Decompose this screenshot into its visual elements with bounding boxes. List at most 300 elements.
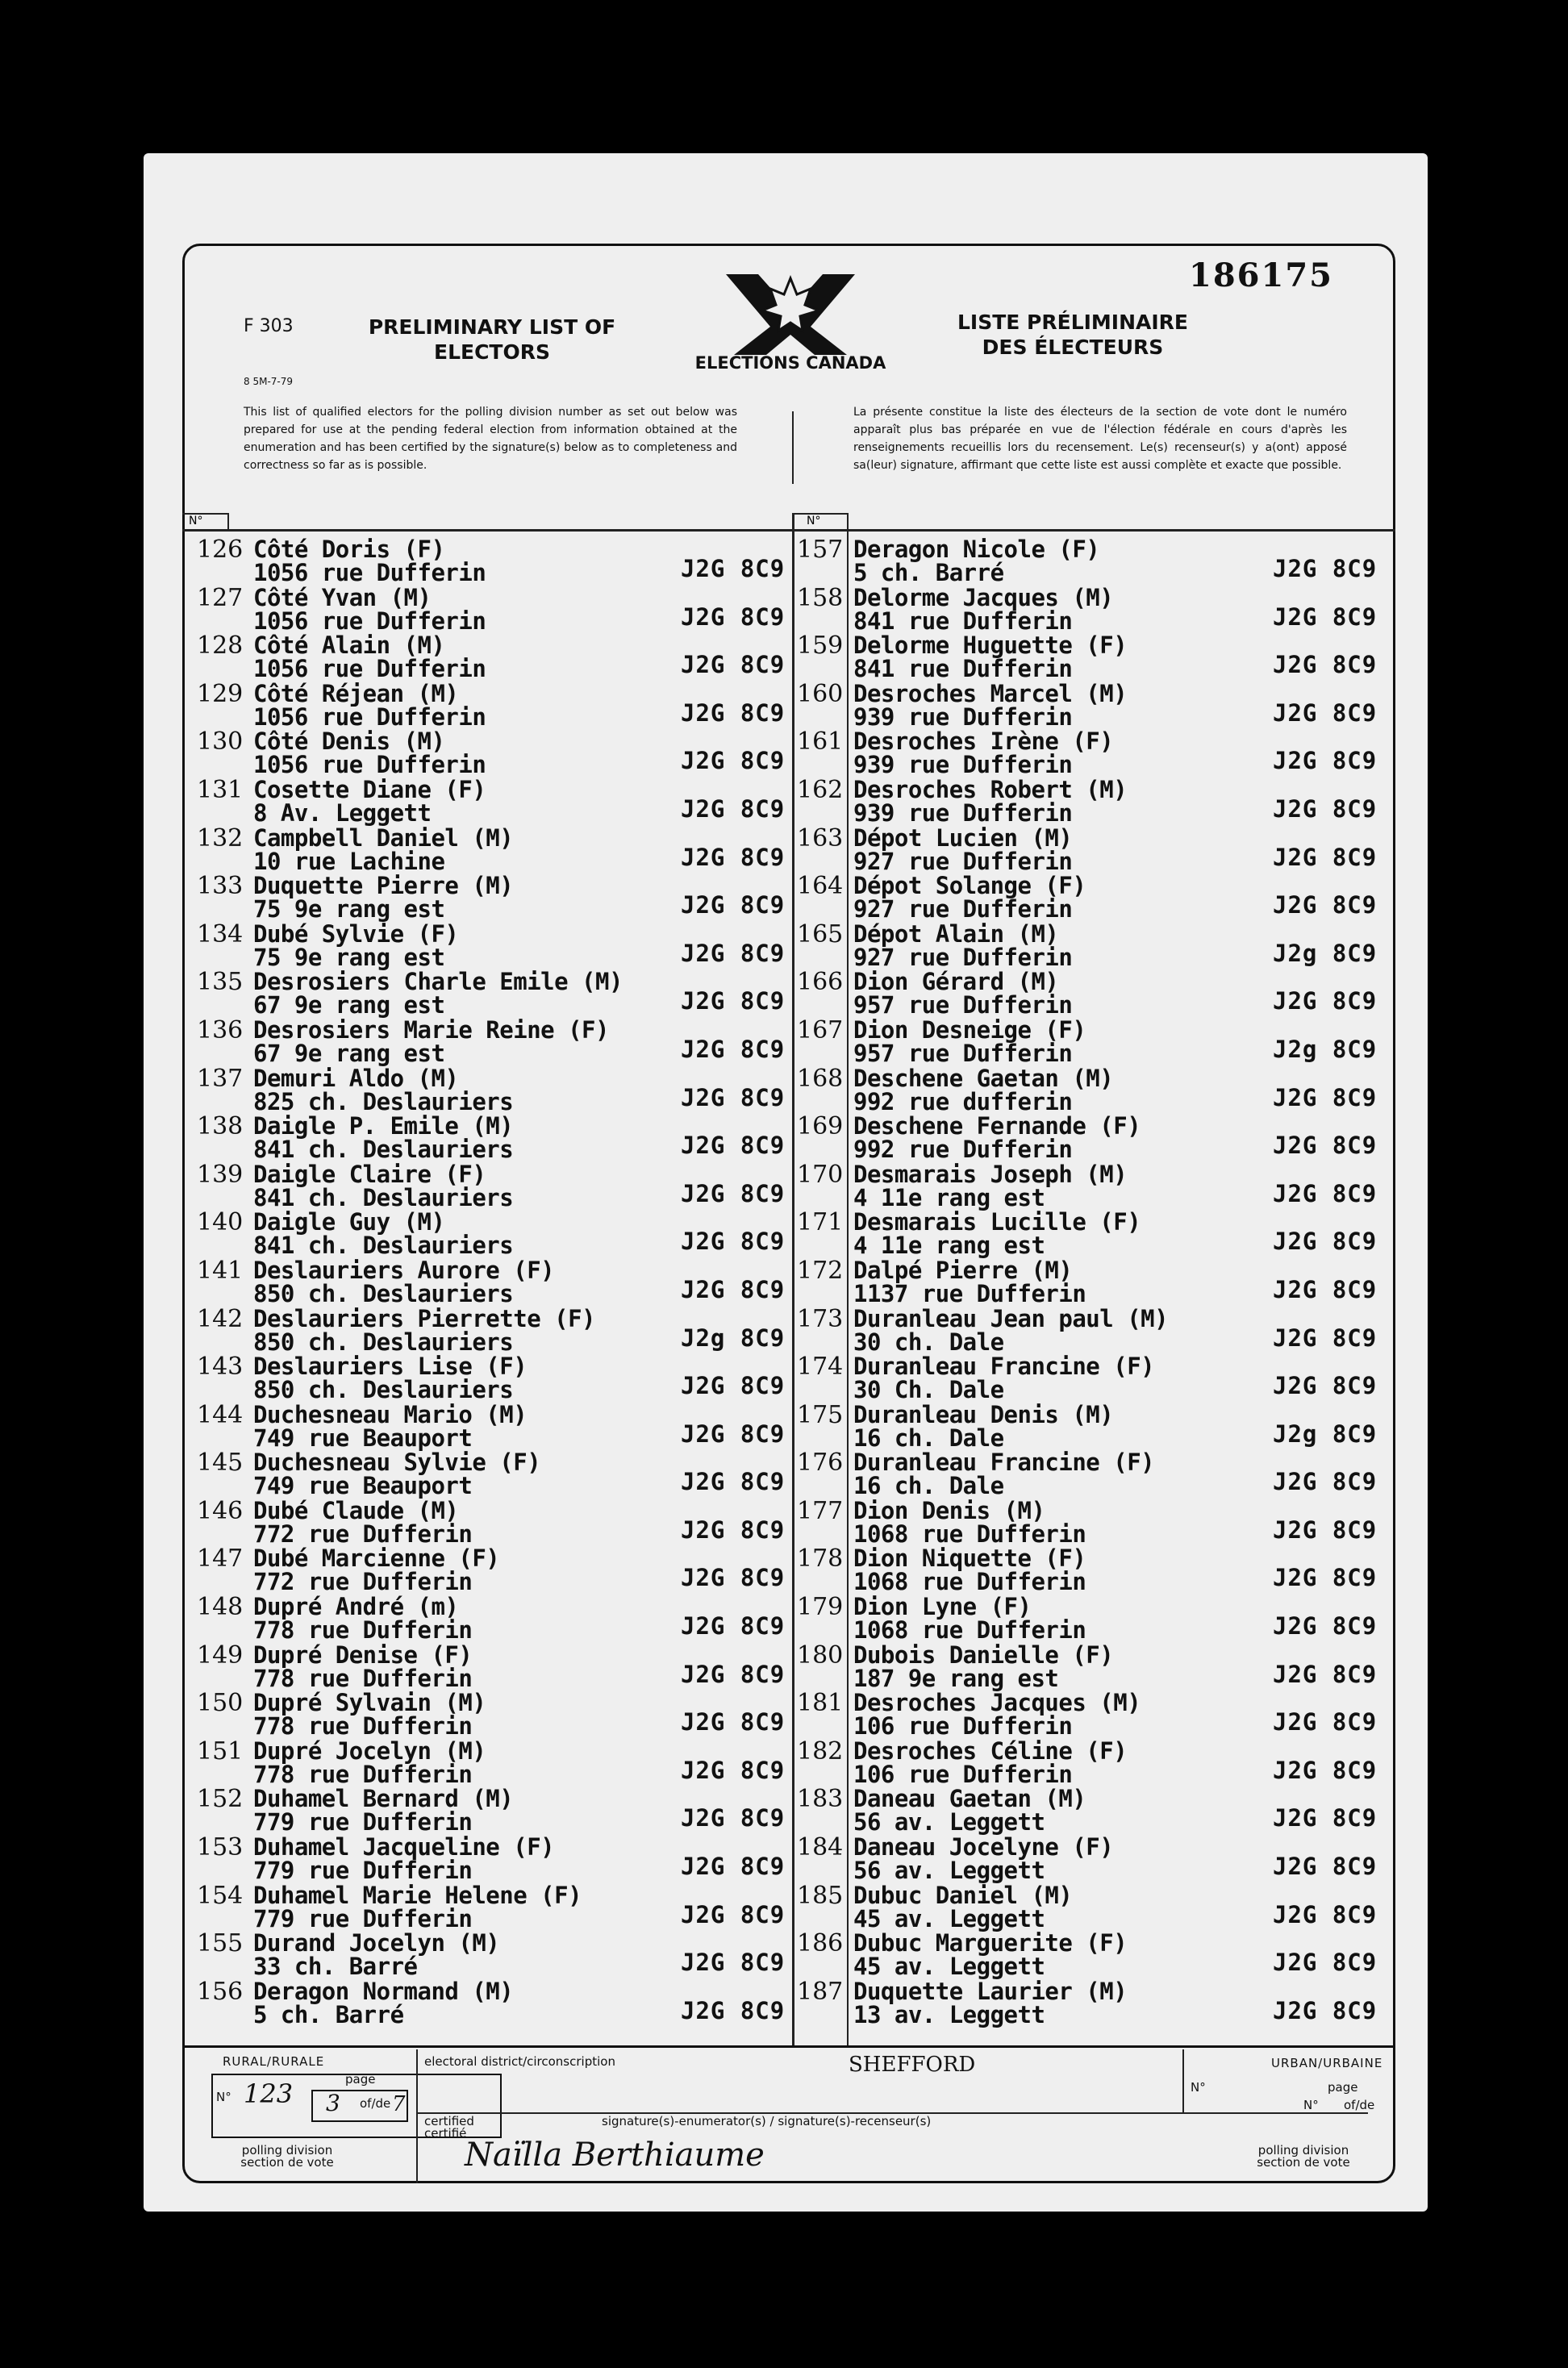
elector-address: 1068 rue Dufferin [853, 1520, 1086, 1548]
elector-entry [197, 1449, 810, 1500]
elector-entry [197, 1978, 810, 2026]
elector-postal-code: J2G 8C9 [681, 1660, 786, 1688]
elector-number: 153 [197, 1833, 244, 1862]
elector-entry [797, 1929, 1410, 1981]
elector-number: 134 [197, 919, 244, 948]
elector-address: 4 11e rang est [853, 1183, 1045, 1211]
elector-number: 130 [197, 727, 244, 757]
rural-no-label: N° [216, 2090, 231, 2104]
urban-label: URBAN/URBAINE [1271, 2056, 1383, 2070]
elector-entry [197, 1641, 810, 1690]
elector-number: 160 [797, 679, 844, 708]
elector-address: 957 rue Dufferin [853, 1039, 1073, 1067]
elector-postal-code: J2G 8C9 [681, 939, 786, 967]
urban-of-label: of/de [1344, 2098, 1375, 2112]
elector-entry [797, 775, 1410, 827]
elector-entry [797, 727, 1410, 779]
elector-address: 8 Av. Leggett [253, 798, 432, 827]
elector-number: 159 [797, 632, 844, 661]
elector-postal-code: J2G 8C9 [1273, 698, 1378, 727]
elector-postal-code: J2G 8C9 [681, 1900, 786, 1928]
elector-address: 1056 rue Dufferin [253, 607, 486, 635]
elector-postal-code: J2G 8C9 [1273, 1132, 1378, 1160]
elector-number: 148 [197, 1593, 244, 1622]
elector-number: 155 [197, 1929, 244, 1958]
footer-divider-right [1182, 2049, 1184, 2114]
elector-postal-code: J2G 8C9 [1273, 651, 1378, 679]
elector-name: Duhamel Bernard (M) [253, 1785, 514, 1813]
elector-postal-code: J2G 8C9 [1273, 1996, 1378, 2024]
elector-number: 165 [797, 919, 844, 948]
elector-address: 33 ch. Barré [253, 1953, 418, 1981]
elector-name: Desmarais Lucille (F) [853, 1208, 1141, 1236]
elector-address: 772 rue Dufferin [253, 1520, 473, 1548]
elector-postal-code: J2G 8C9 [681, 1275, 786, 1303]
elector-name: Deragon Normand (M) [253, 1977, 514, 2005]
elector-postal-code: J2G 8C9 [1273, 1708, 1378, 1736]
elector-address: 749 rue Beauport [253, 1472, 473, 1500]
elector-name: Dion Niquette (F) [853, 1545, 1086, 1573]
elector-name: Duquette Pierre (M) [253, 872, 514, 900]
elector-name: Duranleau Denis (M) [853, 1400, 1114, 1428]
elector-name: Deslauriers Lise (F) [253, 1353, 528, 1381]
elector-postal-code: J2G 8C9 [1273, 1083, 1378, 1111]
elector-address: 779 rue Dufferin [253, 1857, 473, 1885]
elector-number: 140 [197, 1208, 244, 1237]
elector-address: 1137 rue Dufferin [853, 1279, 1086, 1307]
elector-postal-code: J2G 8C9 [681, 1515, 786, 1544]
elector-name: Daigle P. Emile (M) [253, 1112, 514, 1140]
elector-postal-code: J2g 8C9 [681, 1324, 786, 1352]
elector-entry [197, 920, 810, 969]
elector-postal-code: J2G 8C9 [681, 1179, 786, 1207]
elector-address: 106 rue Dufferin [853, 1760, 1073, 1788]
elector-entry [797, 1161, 1410, 1209]
enumerator-signature: Naïlla Berthiaume [465, 2137, 765, 2174]
elector-number: 142 [197, 1304, 244, 1333]
elector-name: Cosette Diane (F) [253, 775, 486, 803]
elector-postal-code: J2G 8C9 [1273, 1275, 1378, 1303]
intro-divider [792, 411, 794, 484]
elector-postal-code: J2g 8C9 [1273, 1035, 1378, 1063]
elector-address: 1056 rue Dufferin [253, 559, 486, 586]
elector-address: 10 rue Lachine [253, 847, 445, 875]
elector-postal-code: J2G 8C9 [681, 1372, 786, 1400]
elector-name: Dupré André (m) [253, 1593, 459, 1621]
elector-entry [197, 1161, 810, 1209]
elector-entry [197, 1065, 810, 1113]
elector-postal-code: J2G 8C9 [1273, 1324, 1378, 1352]
elector-address: 841 ch. Deslauriers [253, 1183, 514, 1211]
elector-address: 30 Ch. Dale [853, 1376, 1004, 1404]
elector-address: 927 rue Dufferin [853, 847, 1073, 875]
elector-address: 992 rue Dufferin [853, 1136, 1073, 1164]
elector-name: Duranleau Francine (F) [853, 1353, 1155, 1381]
urban-no2-label: N° [1303, 2098, 1319, 2112]
elector-postal-code: J2G 8C9 [681, 1996, 786, 2024]
elector-entry [197, 824, 810, 873]
elector-number: 172 [797, 1256, 844, 1285]
elector-name: Duquette Laurier (M) [853, 1977, 1128, 2005]
elector-address: 939 rue Dufferin [853, 798, 1073, 827]
form-code: F 303 [244, 316, 294, 336]
elector-postal-code: J2G 8C9 [1273, 1660, 1378, 1688]
elector-number: 143 [197, 1353, 244, 1382]
polling-division-label: polling division section de vote [240, 2143, 334, 2170]
elector-postal-code: J2G 8C9 [1273, 1564, 1378, 1592]
elector-address: 56 av. Leggett [853, 1857, 1045, 1885]
elector-entry [797, 824, 1410, 873]
elector-postal-code: J2g 8C9 [1273, 1420, 1378, 1448]
elector-address: 1056 rue Dufferin [253, 751, 486, 779]
elector-name: Duhamel Marie Helene (F) [253, 1881, 582, 1909]
elector-postal-code: J2G 8C9 [1273, 1756, 1378, 1784]
elector-address: 778 rue Dufferin [253, 1760, 473, 1788]
elector-number: 174 [797, 1353, 844, 1382]
elector-address: 5 ch. Barré [253, 2000, 404, 2028]
elector-number: 177 [797, 1496, 844, 1525]
elector-address: 841 rue Dufferin [853, 607, 1073, 635]
elector-entry [797, 1641, 1410, 1690]
elector-number: 175 [797, 1400, 844, 1429]
elector-entry [797, 1496, 1410, 1548]
elector-entry [197, 1112, 810, 1164]
elector-name: Durand Jocelyn (M) [253, 1929, 500, 1957]
elector-entry [797, 1593, 1410, 1645]
elector-postal-code: J2g 8C9 [1273, 939, 1378, 967]
elector-address: 825 ch. Deslauriers [253, 1087, 514, 1115]
of-label: of/de [360, 2096, 391, 2111]
title-french: LISTE PRÉLIMINAIRE DES ÉLECTEURS [957, 311, 1189, 359]
elector-postal-code: J2G 8C9 [1273, 794, 1378, 823]
elections-canada-logo-icon [694, 266, 886, 379]
elector-address: 957 rue Dufferin [853, 991, 1073, 1019]
elector-postal-code: J2G 8C9 [1273, 1900, 1378, 1928]
elector-postal-code: J2G 8C9 [1273, 1612, 1378, 1641]
elector-entry [197, 1353, 810, 1404]
elector-name: Desrosiers Charle Emile (M) [253, 968, 623, 996]
elector-postal-code: J2G 8C9 [681, 794, 786, 823]
elector-entry [197, 1785, 810, 1836]
elector-entry [797, 1304, 1410, 1356]
elector-name: Desrosiers Marie Reine (F) [253, 1015, 609, 1044]
elector-name: Dubé Claude (M) [253, 1496, 459, 1524]
elector-entry [197, 1208, 810, 1260]
elector-name: Dépot Alain (M) [853, 919, 1059, 948]
elector-entry [797, 1400, 1410, 1452]
elector-name: Daneau Jocelyne (F) [853, 1833, 1114, 1861]
elector-number: 149 [197, 1641, 244, 1670]
elector-postal-code: J2G 8C9 [681, 1612, 786, 1641]
elector-entry [197, 1593, 810, 1645]
elector-name: Duranleau Francine (F) [853, 1449, 1155, 1477]
page-of-number: 7 [392, 2092, 406, 2116]
elector-number: 154 [197, 1881, 244, 1910]
elector-entry [197, 632, 810, 683]
elector-name: Dépot Solange (F) [853, 872, 1086, 900]
elector-number: 158 [797, 583, 844, 612]
elector-address: 45 av. Leggett [853, 1904, 1045, 1932]
elector-name: Duranleau Jean paul (M) [853, 1304, 1169, 1332]
elector-entry [797, 1737, 1410, 1786]
elector-number: 137 [197, 1064, 244, 1093]
right-no-header: N° [807, 515, 821, 527]
elector-address: 778 rue Dufferin [253, 1712, 473, 1741]
elector-number: 166 [797, 968, 844, 997]
elector-name: Duchesneau Sylvie (F) [253, 1449, 541, 1477]
elector-entry [797, 1257, 1410, 1305]
elector-address: 841 ch. Deslauriers [253, 1232, 514, 1260]
elector-address: 939 rue Dufferin [853, 751, 1073, 779]
left-no-box-side [227, 513, 229, 531]
elector-address: 67 9e rang est [253, 991, 445, 1019]
elector-number: 147 [197, 1545, 244, 1574]
elector-name: Desroches Jacques (M) [853, 1689, 1141, 1717]
elector-address: 75 9e rang est [253, 895, 445, 923]
elector-address: 779 rue Dufferin [253, 1904, 473, 1932]
elector-number: 183 [797, 1785, 844, 1814]
title-english: PRELIMINARY LIST OF ELECTORS [368, 315, 616, 364]
rural-label: RURAL/RURALE [223, 2054, 325, 2069]
elector-address: 1068 rue Dufferin [853, 1568, 1086, 1596]
elector-address: 841 ch. Deslauriers [253, 1136, 514, 1164]
elector-name: Dupré Denise (F) [253, 1641, 473, 1669]
elector-name: Dion Desneige (F) [853, 1015, 1086, 1044]
district-name: SHEFFORD [849, 2053, 976, 2077]
elector-entry [797, 920, 1410, 969]
elector-number: 182 [797, 1736, 844, 1766]
elector-address: 1068 rue Dufferin [853, 1616, 1086, 1645]
elector-list-right [797, 536, 1410, 2028]
elector-postal-code: J2G 8C9 [1273, 891, 1378, 919]
elector-name: Côté Denis (M) [253, 727, 445, 756]
elector-number: 176 [797, 1449, 844, 1478]
elector-entry [797, 1353, 1410, 1404]
elector-number: 135 [197, 968, 244, 997]
elector-address: 16 ch. Dale [853, 1472, 1004, 1500]
elector-address: 779 rue Dufferin [253, 1808, 473, 1836]
elector-name: Desroches Robert (M) [853, 775, 1128, 803]
form-date: 8 5M-7-79 [244, 376, 294, 387]
urban-page-label: page [1328, 2080, 1358, 2095]
elector-postal-code: J2G 8C9 [681, 1853, 786, 1881]
elector-entry [197, 1545, 810, 1596]
elector-postal-code: J2G 8C9 [681, 1132, 786, 1160]
elector-name: Demuri Aldo (M) [253, 1064, 459, 1092]
elector-name: Dubuc Daniel (M) [853, 1881, 1073, 1909]
urban-polling-label: polling division section de vote [1257, 2143, 1350, 2170]
elector-entry [797, 1545, 1410, 1596]
elector-entry [197, 583, 810, 635]
elector-postal-code: J2G 8C9 [681, 602, 786, 631]
elector-postal-code: J2G 8C9 [1273, 1949, 1378, 1977]
elector-entry [797, 632, 1410, 683]
elector-number: 184 [797, 1833, 844, 1862]
elector-address: 939 rue Dufferin [853, 702, 1073, 731]
elector-postal-code: J2G 8C9 [1273, 1228, 1378, 1256]
elector-address: 850 ch. Deslauriers [253, 1279, 514, 1307]
elector-address: 749 rue Beauport [253, 1424, 473, 1452]
elector-postal-code: J2G 8C9 [681, 747, 786, 775]
elector-postal-code: J2G 8C9 [681, 651, 786, 679]
elector-name: Duchesneau Mario (M) [253, 1400, 528, 1428]
elector-address: 1056 rue Dufferin [253, 655, 486, 683]
rural-number: 123 [244, 2078, 294, 2109]
elector-name: Côté Yvan (M) [253, 583, 432, 611]
elector-entry [797, 1065, 1410, 1113]
elector-name: Côté Alain (M) [253, 632, 445, 660]
elector-postal-code: J2G 8C9 [1273, 747, 1378, 775]
elector-postal-code: J2G 8C9 [1273, 1179, 1378, 1207]
elector-entry [197, 727, 810, 779]
elector-postal-code: J2G 8C9 [681, 843, 786, 871]
elector-postal-code: J2G 8C9 [681, 1035, 786, 1063]
elector-entry [197, 1929, 810, 1981]
elector-number: 128 [197, 632, 244, 661]
elector-postal-code: J2G 8C9 [681, 987, 786, 1015]
elector-postal-code: J2G 8C9 [681, 1564, 786, 1592]
elector-postal-code: J2G 8C9 [1273, 843, 1378, 871]
elector-name: Dubois Danielle (F) [853, 1641, 1114, 1669]
elector-address: 927 rue Dufferin [853, 895, 1073, 923]
elector-number: 180 [797, 1641, 844, 1670]
elector-number: 132 [197, 823, 244, 853]
elector-name: Delorme Huguette (F) [853, 632, 1128, 660]
elector-address: 45 av. Leggett [853, 1953, 1045, 1981]
signature-label: signature(s)-enumerator(s) / signature(s)-recenseur(s) [602, 2114, 932, 2128]
elector-postal-code: J2G 8C9 [681, 1804, 786, 1832]
elector-entry [797, 968, 1410, 1019]
elector-number: 164 [797, 872, 844, 901]
elector-number: 144 [197, 1400, 244, 1429]
elector-postal-code: J2G 8C9 [1273, 555, 1378, 582]
elector-number: 139 [197, 1160, 244, 1189]
elector-address: 778 rue Dufferin [253, 1664, 473, 1692]
elector-number: 150 [197, 1689, 244, 1718]
serial-number: 186175 [1189, 256, 1333, 294]
elector-name: Desroches Irène (F) [853, 727, 1114, 756]
elector-entry [797, 536, 1410, 584]
elector-number: 138 [197, 1112, 244, 1141]
elector-number: 133 [197, 872, 244, 901]
elector-number: 179 [797, 1593, 844, 1622]
elector-address: 850 ch. Deslauriers [253, 1376, 514, 1404]
elector-name: Deragon Nicole (F) [853, 536, 1100, 563]
elector-address: 841 rue Dufferin [853, 655, 1073, 683]
elector-name: Dupré Jocelyn (M) [253, 1736, 486, 1765]
district-label: electoral district/circonscription [424, 2054, 615, 2069]
elector-entry [797, 679, 1410, 731]
elector-name: Daigle Claire (F) [253, 1160, 486, 1188]
elector-list-left [197, 536, 810, 2028]
elector-entry [197, 1496, 810, 1548]
elector-address: 187 9e rang est [853, 1664, 1059, 1692]
elector-entry [197, 968, 810, 1019]
elector-postal-code: J2G 8C9 [681, 891, 786, 919]
elector-address: 106 rue Dufferin [853, 1712, 1073, 1741]
elector-entry [197, 1833, 810, 1885]
elector-name: Dubé Sylvie (F) [253, 919, 459, 948]
elector-number: 145 [197, 1449, 244, 1478]
elector-entry [197, 1882, 810, 1930]
urban-no-label: N° [1191, 2080, 1206, 2095]
right-no-box [794, 513, 847, 515]
elector-entry [197, 872, 810, 923]
elector-address: 1056 rue Dufferin [253, 702, 486, 731]
elector-postal-code: J2G 8C9 [681, 1756, 786, 1784]
elector-postal-code: J2G 8C9 [1273, 1515, 1378, 1544]
elector-postal-code: J2G 8C9 [681, 1949, 786, 1977]
elector-name: Dion Denis (M) [853, 1496, 1045, 1524]
elector-number: 136 [197, 1015, 244, 1044]
elector-number: 131 [197, 775, 244, 804]
elector-postal-code: J2G 8C9 [1273, 1372, 1378, 1400]
elector-number: 146 [197, 1496, 244, 1525]
elector-entry [797, 1208, 1410, 1260]
elector-entry [797, 1978, 1410, 2026]
elector-number: 129 [197, 679, 244, 708]
elector-entry [797, 1833, 1410, 1885]
elector-address: 927 rue Dufferin [853, 943, 1073, 971]
elector-number: 157 [797, 536, 844, 564]
logo-text: ELECTIONS CANADA [694, 353, 886, 373]
elector-postal-code: J2G 8C9 [681, 555, 786, 582]
elector-address: 56 av. Leggett [853, 1808, 1045, 1836]
elector-name: Deschene Gaetan (M) [853, 1064, 1114, 1092]
elector-name: Daneau Gaetan (M) [853, 1785, 1086, 1813]
elector-address: 16 ch. Dale [853, 1424, 1004, 1452]
elector-name: Deslauriers Aurore (F) [253, 1256, 555, 1284]
elector-entry [797, 872, 1410, 923]
elector-address: 67 9e rang est [253, 1039, 445, 1067]
elector-number: 181 [797, 1689, 844, 1718]
elector-number: 151 [197, 1736, 244, 1766]
certified-label: certified certifié [424, 2114, 474, 2141]
elector-name: Côté Réjean (M) [253, 679, 459, 707]
elector-postal-code: J2G 8C9 [681, 1083, 786, 1111]
elector-address: 992 rue dufferin [853, 1087, 1073, 1115]
elector-entry [197, 1400, 810, 1452]
elector-entry [197, 1689, 810, 1741]
elector-number: 126 [197, 536, 244, 564]
elector-name: Dubuc Marguerite (F) [853, 1929, 1128, 1957]
elector-number: 161 [797, 727, 844, 757]
elector-entry [197, 536, 810, 584]
elector-postal-code: J2G 8C9 [681, 1420, 786, 1448]
elector-name: Desroches Marcel (M) [853, 679, 1128, 707]
elector-entry [797, 1112, 1410, 1164]
elector-name: Côté Doris (F) [253, 536, 445, 563]
elector-name: Campbell Daniel (M) [253, 823, 514, 852]
elector-entry [797, 1449, 1410, 1500]
form-footer [182, 2045, 1395, 2186]
elector-number: 156 [197, 1977, 244, 2006]
elector-postal-code: J2G 8C9 [1273, 1468, 1378, 1496]
elector-number: 171 [797, 1208, 844, 1237]
elector-name: Dubé Marcienne (F) [253, 1545, 500, 1573]
elector-number: 173 [797, 1304, 844, 1333]
elector-postal-code: J2G 8C9 [1273, 602, 1378, 631]
elector-address: 772 rue Dufferin [253, 1568, 473, 1596]
page-label: page [345, 2072, 376, 2087]
elector-number: 178 [797, 1545, 844, 1574]
elector-number: 187 [797, 1977, 844, 2006]
elector-number: 185 [797, 1881, 844, 1910]
elector-entry [797, 1689, 1410, 1741]
elector-number: 162 [797, 775, 844, 804]
elector-postal-code: J2G 8C9 [681, 1708, 786, 1736]
elector-entry [197, 1257, 810, 1305]
